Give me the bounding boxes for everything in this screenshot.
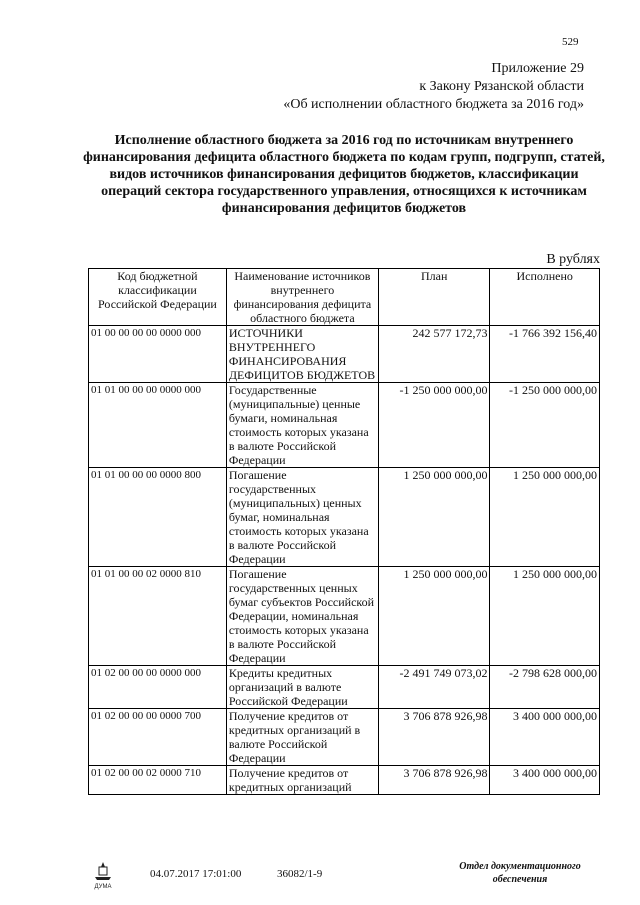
table-row (89, 766, 600, 795)
table-row (89, 468, 600, 567)
duma-seal-icon (90, 860, 116, 890)
row-done: 1 250 000 000,00 (490, 567, 600, 666)
appendix-line-1: Приложение 29 (491, 61, 584, 76)
row-done: 3 400 000 000,00 (490, 709, 600, 766)
row-name: Получение кредитов от кредитных организаций (226, 766, 378, 795)
row-plan: 1 250 000 000,00 (378, 468, 490, 567)
row-code: 01 02 00 00 02 0000 710 (89, 766, 227, 795)
row-done: 1 250 000 000,00 (490, 468, 600, 567)
row-done: -1 250 000 000,00 (490, 383, 600, 468)
header-name: Наименование источников внутреннего финансирования дефицита областного бюджета (226, 269, 378, 326)
row-plan: -2 491 749 073,02 (378, 666, 490, 709)
row-done: -1 766 392 156,40 (490, 326, 600, 383)
page-number: 529 (562, 36, 579, 48)
row-code: 01 00 00 00 00 0000 000 (89, 326, 227, 383)
header-done: Исполнено (490, 269, 600, 326)
table-row (89, 666, 600, 709)
row-code: 01 02 00 00 00 0000 000 (89, 666, 227, 709)
row-name: Государственные (муниципальные) ценные бумаги, номинальная стоимость которых указана в валюте Российской Федерации (226, 383, 378, 468)
footer-department (435, 860, 605, 886)
footer-date: 04.07.2017 17:01:00 (150, 868, 242, 880)
row-name: Погашение государственных (муниципальных) ценных бумаг, номинальная стоимость которых указана в валюте Российской Федерации (226, 468, 378, 567)
table-row (89, 709, 600, 766)
row-plan: 3 706 878 926,98 (378, 766, 490, 795)
row-code: 01 01 00 00 00 0000 000 (89, 383, 227, 468)
row-done: -2 798 628 000,00 (490, 666, 600, 709)
row-plan: 242 577 172,73 (378, 326, 490, 383)
footer-department-line-1: Отдел документационного (459, 861, 581, 872)
table-header-row (89, 269, 600, 326)
footer-department-line-2: обеспечения (492, 874, 548, 885)
seal-text: ДУМА (94, 884, 112, 890)
row-code: 01 01 00 00 00 0000 800 (89, 468, 227, 567)
row-name: ИСТОЧНИКИ ВНУТРЕННЕГО ФИНАНСИРОВАНИЯ ДЕФИЦИТОВ БЮДЖЕТОВ (226, 326, 378, 383)
appendix-block (164, 60, 584, 114)
footer-doc-number: 36082/1-9 (277, 868, 323, 880)
table-row (89, 383, 600, 468)
table-row (89, 326, 600, 383)
row-done: 3 400 000 000,00 (490, 766, 600, 795)
row-plan: 1 250 000 000,00 (378, 567, 490, 666)
row-code: 01 02 00 00 00 0000 700 (89, 709, 227, 766)
document-title: Исполнение областного бюджета за 2016 год по источникам внутреннего финансирования дефицита областного бюджета по кодам групп, подгрупп, статей, видов источников финансирования дефицитов бюджетов, классификации операций сектора государственного управления, относящихся к источникам финансирования дефицитов бюджетов (83, 133, 605, 216)
row-name: Кредиты кредитных организаций в валюте Российской Федерации (226, 666, 378, 709)
units-label: В рублях (546, 252, 600, 267)
row-name: Получение кредитов от кредитных организаций в валюте Российской Федерации (226, 709, 378, 766)
row-name: Погашение государственных ценных бумаг субъектов Российской Федерации, номинальная стоимость которых указана в валюте Российской Федерации (226, 567, 378, 666)
header-plan: План (378, 269, 490, 326)
header-code: Код бюджетной классификации Российской Федерации (89, 269, 227, 326)
row-plan: -1 250 000 000,00 (378, 383, 490, 468)
row-code: 01 01 00 00 02 0000 810 (89, 567, 227, 666)
budget-table (88, 268, 600, 795)
appendix-line-2: к Закону Рязанской области (419, 79, 584, 94)
appendix-line-3: «Об исполнении областного бюджета за 2016 год» (283, 97, 584, 112)
table-row (89, 567, 600, 666)
row-plan: 3 706 878 926,98 (378, 709, 490, 766)
